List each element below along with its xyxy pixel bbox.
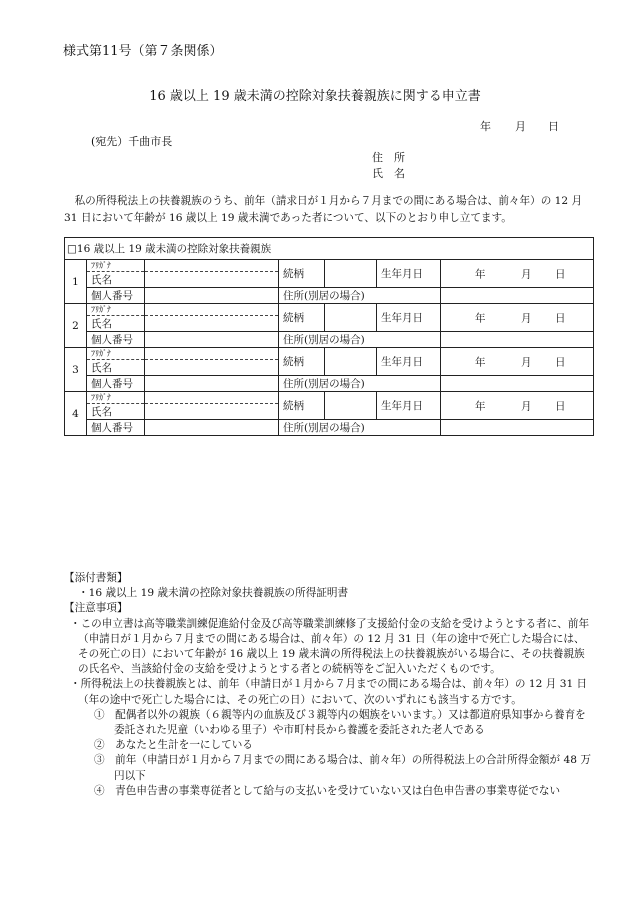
relation-field[interactable] [325, 392, 377, 420]
date-month-label: 月 [515, 120, 526, 133]
dob-label: 生年月日 [377, 348, 441, 376]
addressee: (宛先）千曲市長 [91, 135, 173, 148]
dob-month-label: 月 [521, 312, 532, 324]
dob-day-label: 日 [555, 356, 566, 368]
row-number: 4 [65, 392, 87, 436]
dob-field[interactable] [441, 392, 594, 420]
id-number-field[interactable] [145, 420, 279, 436]
name-field[interactable] [145, 316, 279, 332]
dob-field[interactable] [441, 348, 594, 376]
name-label: 氏名 [87, 272, 145, 288]
dob-field[interactable] [441, 260, 594, 288]
name-field[interactable] [145, 404, 279, 420]
dob-month-label: 月 [521, 356, 532, 368]
address-field[interactable] [441, 332, 594, 348]
relation-field[interactable] [325, 304, 377, 332]
row-number: 3 [65, 348, 87, 392]
table-header: □16 歳以上 19 歳未満の控除対象扶養親族 [65, 238, 594, 260]
row-number: 1 [65, 260, 87, 304]
applicant-address-label: 住 所 [372, 151, 405, 164]
dob-month-label: 月 [521, 268, 532, 280]
address-field[interactable] [441, 288, 594, 304]
intro-paragraph: 私の所得税法上の扶養親族のうち、前年（請求日が１月から７月までの間にある場合は、前々年）の 12 月 31 日において年齢が 16 歳以上 19 歳未満であった者について、以下のとおり申し立てます。 [64, 195, 583, 224]
address-label: 住所(別居の場合) [279, 288, 441, 304]
id-number-label: 個人番号 [87, 420, 145, 436]
dob-month-label: 月 [521, 400, 532, 412]
relation-field[interactable] [325, 348, 377, 376]
dob-day-label: 日 [555, 400, 566, 412]
name-label: 氏名 [87, 360, 145, 376]
id-number-field[interactable] [145, 288, 279, 304]
name-field[interactable] [145, 360, 279, 376]
furigana-label: ﾌﾘｶﾞﾅ [87, 260, 145, 272]
relation-label: 続柄 [279, 348, 325, 376]
address-label: 住所(別居の場合) [279, 376, 441, 392]
dob-label: 生年月日 [377, 392, 441, 420]
furigana-field[interactable] [145, 304, 279, 316]
address-label: 住所(別居の場合) [279, 332, 441, 348]
address-label: 住所(別居の場合) [279, 420, 441, 436]
id-number-label: 個人番号 [87, 288, 145, 304]
attachments-heading: 【添付書類】 [64, 572, 128, 584]
notes-heading: 【注意事項】 [64, 602, 128, 615]
name-field[interactable] [145, 272, 279, 288]
dob-label: 生年月日 [377, 304, 441, 332]
furigana-label: ﾌﾘｶﾞﾅ [87, 348, 145, 360]
document-title: 16 歳以上 19 歳未満の控除対象扶養親族に関する申立書 [149, 89, 481, 104]
furigana-field[interactable] [145, 392, 279, 404]
note-paragraph-2: ・所得税法上の扶養親族とは、前年（申請日が１月から７月までの間にある場合は、前々年）の 12 月 31 日（年の途中で死亡した場合には、その死亡の日）において、次のいずれにも該当する方です。 [70, 678, 588, 706]
dob-label: 生年月日 [377, 260, 441, 288]
furigana-label: ﾌﾘｶﾞﾅ [87, 392, 145, 404]
dependents-table [64, 237, 594, 436]
relation-label: 続柄 [279, 304, 325, 332]
name-label: 氏名 [87, 404, 145, 420]
furigana-label: ﾌﾘｶﾞﾅ [87, 304, 145, 316]
id-number-field[interactable] [145, 376, 279, 392]
condition-item-1: ① 配偶者以外の親族（６親等内の血族及び３親等内の姻族をいいます。）又は都道府県知事から養育を委託された児童（いわゆる里子）や市町村長から養護を委託された老人である [94, 708, 586, 737]
dob-year-label: 年 [475, 312, 486, 324]
dob-field[interactable] [441, 304, 594, 332]
attachment-item: ・16 歳以上 19 歳未満の控除対象扶養親族の所得証明書 [78, 587, 349, 600]
condition-item-4: ④ 青色申告書の事業専従者として給与の支払いを受けていない又は白色申告書の事業専従でない [94, 784, 561, 797]
relation-field[interactable] [325, 260, 377, 288]
applicant-name-label: 氏 名 [372, 167, 405, 180]
id-number-label: 個人番号 [87, 376, 145, 392]
notes-section [64, 571, 594, 799]
address-field[interactable] [441, 420, 594, 436]
form-number: 様式第11号（第７条関係） [63, 44, 223, 59]
row-number: 2 [65, 304, 87, 348]
id-number-field[interactable] [145, 332, 279, 348]
intro-text [64, 193, 594, 227]
condition-item-3: ③ 前年（申請日が１月から７月までの間にある場合は、前々年）の所得税法上の合計所得金額が 48 万円以下 [94, 754, 591, 782]
note-paragraph-1: ・この申立書は高等職業訓練促進給付金及び高等職業訓練修了支援給付金の支給を受けようとする者に、前年（申請日が１月から７月までの間にある場合は、前々年）の 12 月 31 日（年の途中で死亡した場合には、その死亡の日）において年齢が 16 歳以上 19 歳未満の所得税法上の扶養親族がいる場合に、その扶養親族の氏名や、当該給付金の支給を受けようとする者との続柄等をご記入いただくものです。 [70, 617, 590, 676]
date-year-label: 年 [480, 120, 491, 133]
address-field[interactable] [441, 376, 594, 392]
date-day-label: 日 [548, 120, 559, 133]
name-label: 氏名 [87, 316, 145, 332]
relation-label: 続柄 [279, 392, 325, 420]
relation-label: 続柄 [279, 260, 325, 288]
dob-day-label: 日 [555, 268, 566, 280]
dob-day-label: 日 [555, 312, 566, 324]
dob-year-label: 年 [475, 268, 486, 280]
furigana-field[interactable] [145, 348, 279, 360]
condition-item-2: ② あなたと生計を一にしている [94, 739, 253, 752]
furigana-field[interactable] [145, 260, 279, 272]
dob-year-label: 年 [475, 400, 486, 412]
id-number-label: 個人番号 [87, 332, 145, 348]
dob-year-label: 年 [475, 356, 486, 368]
